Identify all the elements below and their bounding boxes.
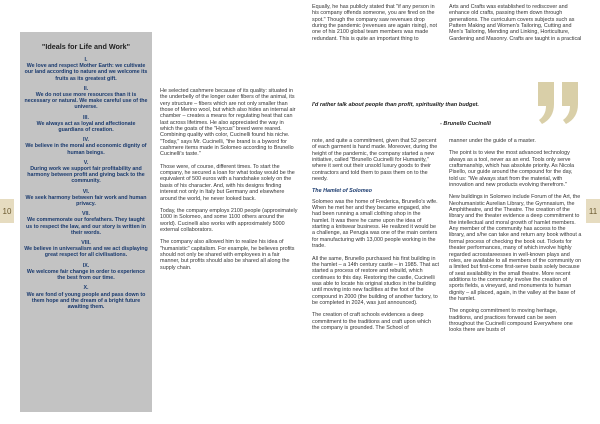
paragraph: Those were, of course, different times. To start the company, he secured a loan for what today would be the equivalent of 500 euros with a handshake solely on the basis of his character. And, with his designs finding interest not only in Italy but Germany and elsewhere around the world, he never looked back.	[160, 163, 295, 202]
paragraph: All the same, Brunello purchased his first building in the hamlet – a 14th century castle – in 1985. That act started a process of restore and rebuild, which continues to this day. Restoring the castle, Cucinelli was able to locate his original studios in the building until moving into new facilities at the foot of the compound in 2000 (the building of another factory, to be completed in 2024, was just announced).	[312, 255, 439, 306]
ideal-text: We commemorate our forefathers. They taught us to respect the law, and our story is written in their words.	[26, 217, 146, 236]
ideals-title: "Ideals for Life and Work"	[41, 42, 131, 51]
ideal-text: We believe in the moral and economic dignity of human beings.	[25, 143, 147, 156]
paragraph: manner under the guide of a master.	[449, 138, 536, 144]
ideals-list	[24, 57, 148, 310]
paragraph: The company also allowed him to realize his idea of "humanistic" capitalism. For example, he believes profits should not only be shared with employees in a fair manner, but profits should also be shared all along the supply chain.	[160, 239, 295, 271]
ideal-item	[24, 240, 148, 259]
pull-quote-attribution: - Brunello Cucinelli	[440, 121, 491, 127]
paragraph: The point is to view the most advanced technology always as a tool, never as an end. Tools only serve craftsmanship, which has absolute priority. As Nicola Pisello, our guide around the compound for the day, told us: "We always start from the material, with innovation and new products evolving therefrom."	[449, 150, 575, 189]
paragraph: Solomeo was the home of Frederica, Brunello's wife. When he met her and they became engaged, she had been running a small clothing shop in the hamlet. It was there he came upon the idea of starting a knitwear business. He realized it would be a challenge, as Perugia was one of the main centers for manufacturing with 13,000 people working in the trade.	[312, 198, 438, 250]
ideal-item	[24, 115, 148, 134]
ideal-text: We believe in universalism and we act displaying great respect for all civilisations.	[24, 246, 148, 259]
paragraph: Equally, he has publicly stated that "if any person in his company offends someone, you are fired on the spot." Though the company saw revenues drop during the pandemic (revenues are again rising), not one of his 2100 global team members was made redundant. This is quite an important thing to	[312, 4, 437, 42]
ideal-item	[24, 211, 148, 236]
ideal-number: III.	[83, 114, 89, 121]
article-column-2-top	[312, 4, 439, 48]
closing-quote-icon	[532, 78, 586, 128]
ideal-text: We always act as loyal and affectionate guardians of creation.	[36, 120, 136, 134]
paragraph: note, and quite a commitment, given that 52 percent of each garment is hand made. Moreover, during the height of the pandemic, the company started a new initiative, called "Brunello Cucinelli for Humanity," where it sent out their unsold luxury goods to their contractors and told them to pass them on to the needy.	[312, 138, 438, 183]
article-column-2-bottom	[312, 138, 439, 337]
section-heading: The Hamlet of Solomeo	[312, 188, 372, 195]
paragraph: Arts and Crafts was established to rediscover and enhance old crafts, passing them down through generations. The curriculum covers subjects such as Pattern Making and Women's Tailoring, Cutting and Men's Tailoring, Mending and Linking, Horticulture, Gardening and Masonry. Crafts are taught in a practical	[449, 4, 582, 42]
ideal-text: We welcome fair change in order to experience the best from our time.	[26, 268, 146, 282]
pull-quote	[312, 102, 532, 109]
ideal-number: II.	[83, 85, 89, 92]
article-column-3-bottom	[449, 138, 582, 340]
ideal-number: VII.	[82, 211, 90, 218]
ideal-number: VI.	[82, 188, 90, 195]
ideal-item	[24, 263, 148, 282]
paragraph: He selected cashmere because of its quality: situated in the underbelly of the longer outer fibers of the animal, its very structure – fibers which are not only smaller than those of Merino wool, but which also hides an internal air chamber – creates a means for regulating heat that can last across lifetimes. He also appreciated the way in which the goats of the "Hyrcus" breed were reared. Combining quality with color, Cucinelli found his niche. "Today," says Mr. Cucinelli, "the brand is a byword for cashmere items made in Solomeo according to Brunello Cucinelli's taste."	[160, 88, 296, 158]
article-column-1	[160, 88, 298, 277]
ideal-text: We are fond of young people and pass down to them hope and the dream of a bright future awaiting them.	[26, 291, 146, 310]
ideal-number: V.	[83, 159, 89, 166]
paragraph: Today, the company employs 2100 people (approximately 1000 in Solomeo, and some 1100 others around the world). Cucinelli also works with approximately 5000 external collaborators.	[160, 207, 298, 233]
ideal-item	[24, 189, 148, 208]
ideal-text: During work we support fair profitability and harmony between profit and giving back to the community.	[27, 166, 145, 185]
ideal-number: X.	[83, 285, 89, 292]
ideal-text: We love and respect Mother Earth: we cultivate our land according to nature and we welcome its fruits as its greatest gift.	[24, 63, 148, 82]
page-number-left: 10	[0, 199, 14, 223]
paragraph: New buildings in Solomeo include Forum of the Art, the Neohumanistic Aurelian Library, the Gymnasium, the Amphitheatre, and the Theatre. The creation of the library and the theater evidence a deep commitment to the intellectual and moral growth of hamlet members. Any member of the community has access to the library, and s/he can take and return any book without a formal process of checking the book out. Tickets for theater performances, many of which involve highly regarded acrosstareesses in well-known plays and roles, are available to all members of the community on a limited but first-come first-serve basis solely because of seat availability in the small theatre. More recent additions to the community involve the creation of sports fields, a vineyard, and monuments to human dignity – all placed, again, in the valley at the base of the hamlet.	[449, 194, 582, 302]
ideal-text: We do not use more resources than it is necessary or natural. We make careful use of the universe.	[24, 92, 148, 111]
ideal-item	[24, 285, 148, 310]
paragraph: The ongoing commitment to moving heritage, traditions, and practices forward can be seen throughout the Cucinelli compound Everywhere one looks there are busts of	[449, 308, 573, 334]
article-column-3-top	[449, 4, 582, 48]
ideal-item	[24, 160, 148, 185]
ideal-item	[24, 137, 148, 156]
page-number-right: 11	[586, 199, 600, 223]
pull-quote-text: I'd rather talk about people than profit, spirituality than budget.	[312, 102, 479, 108]
ideal-text: We seek harmony between fair work and human privacy.	[25, 194, 147, 208]
ideal-number: IV.	[83, 137, 89, 144]
paragraph: The creation of craft schools evidences a deep commitment to the traditions and craft upon which the company is grounded. The School of	[312, 312, 431, 331]
ideal-number: VIII.	[81, 240, 91, 247]
ideals-box	[20, 32, 152, 412]
ideal-number: I.	[84, 57, 88, 63]
ideal-item	[24, 86, 148, 111]
ideal-number: IX.	[82, 262, 90, 269]
ideal-item	[24, 57, 148, 82]
